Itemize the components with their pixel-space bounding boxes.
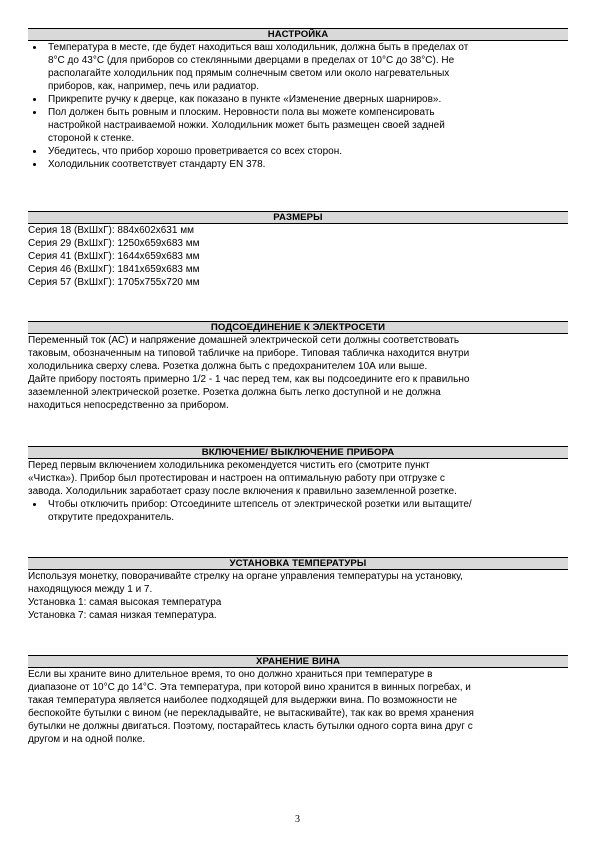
section-heading-dimensions: РАЗМЕРЫ (28, 211, 568, 224)
electrical-body (28, 334, 568, 412)
setting-line: Установка 7: самая низкая температура. (28, 610, 217, 621)
paragraph: Перед первым включением холодильника рекомендуется чистить его (смотрите пункт «Чистка»). Прибор был протестирован и настроен на оптимальную работу при отгрузке с завода. Холодильник заработает сразу после включения к правильно заземленной розетке. (28, 460, 457, 497)
bullet-text: Температура в месте, где будет находиться ваш холодильник, должна быть в пределах от 8°С до 43°С (для приборов со стеклянными дверцами в пределах от 10°С до 38°С). Не располагайте холодильник под прямым солнечным светом или около нагревательных приборов, как, например, печь или радиатор. (48, 42, 469, 92)
section-setup (28, 28, 568, 171)
section-heading-power: ВКЛЮЧЕНИЕ/ ВЫКЛЮЧЕНИЕ ПРИБОРА (28, 446, 568, 459)
temperature-body (28, 570, 568, 622)
bullet-icon (33, 111, 36, 114)
paragraph: Дайте прибору постоять примерно 1/2 - 1 час перед тем, как вы подсоедините его к правильно заземленной электрической розетке. Розетка должна быть легко доступной и не должна находиться непосредственно за прибором. (28, 374, 470, 411)
bullet-icon (33, 150, 36, 153)
setting-line: Установка 1: самая высокая температура (28, 597, 222, 608)
bullet-text: Убедитесь, что прибор хорошо проветривается со всех сторон. (48, 146, 343, 157)
section-heading-wine: ХРАНЕНИЕ ВИНА (28, 655, 568, 668)
bullet-item (28, 41, 568, 93)
section-heading-electrical: ПОДСОЕДИНЕНИЕ К ЭЛЕКТРОСЕТИ (28, 321, 568, 334)
bullet-item (28, 498, 568, 524)
bullet-item (28, 158, 568, 171)
dimension-line: Серия 29 (ВхШхГ): 1250x659x683 мм (28, 238, 200, 249)
section-electrical (28, 321, 568, 412)
section-heading-setup: НАСТРОЙКА (28, 28, 568, 41)
bullet-icon (33, 46, 36, 49)
bullet-item (28, 93, 568, 106)
section-wine (28, 655, 568, 746)
power-body (28, 459, 568, 524)
power-bullet-list (28, 498, 568, 524)
bullet-icon (33, 163, 36, 166)
bullet-icon (33, 98, 36, 101)
paragraph: Если вы храните вино длительное время, то оно должно храниться при температуре в диапазоне от 10°С до 14°С. Эта температура, при которой вино хранится в винных погребах, и такая температура является наиболее подходящей для выдержки вина. По возможности не беспокойте бутылки с вином (не перекладывайте, не вытаскивайте), так как во время хранения бутылки не должны двигаться. Поэтому, постарайтесь класть бутылки одного сорта вина друг с другом и на одной полке. (28, 669, 474, 745)
bullet-item (28, 106, 568, 145)
bullet-text: Чтобы отключить прибор: Отсоедините штепсель от электрической розетки или вытащите/ открутите предохранитель. (48, 499, 472, 523)
dimension-line: Серия 46 (ВхШхГ): 1841x659x683 мм (28, 264, 200, 275)
section-temperature (28, 557, 568, 622)
setup-bullet-list (28, 41, 568, 171)
dimension-line: Серия 57 (ВхШхГ): 1705x755x720 мм (28, 277, 200, 288)
wine-body (28, 668, 568, 746)
section-power (28, 446, 568, 524)
section-heading-temperature: УСТАНОВКА ТЕМПЕРАТУРЫ (28, 557, 568, 570)
page-number: 3 (295, 814, 300, 825)
bullet-text: Прикрепите ручку к дверце, как показано в пункте «Изменение дверных шарниров». (48, 94, 442, 105)
dimension-line: Серия 41 (ВхШхГ): 1644x659x683 мм (28, 251, 200, 262)
section-dimensions (28, 211, 568, 289)
dimensions-list (28, 224, 568, 289)
bullet-text: Холодильник соответствует стандарту EN 378. (48, 159, 266, 170)
bullet-item (28, 145, 568, 158)
dimension-line: Серия 18 (ВхШхГ): 884x602x631 мм (28, 225, 194, 236)
bullet-text: Пол должен быть ровным и плоским. Неровности пола вы можете компенсировать настройкой настраиваемой ножки. Холодильник может быть размещен своей задней стороной к стенке. (48, 107, 445, 144)
paragraph: Используя монетку, поворачивайте стрелку на органе управления температуры на установку, находящуюся между 1 и 7. (28, 571, 463, 595)
paragraph: Переменный ток (АС) и напряжение домашней электрической сети должны соответствовать таковым, обозначенным на типовой табличке на приборе. Типовая табличка находится внутри холодильника сверху слева. Розетка должна быть с предохранителем 10А или выше. (28, 335, 470, 372)
bullet-icon (33, 503, 36, 506)
